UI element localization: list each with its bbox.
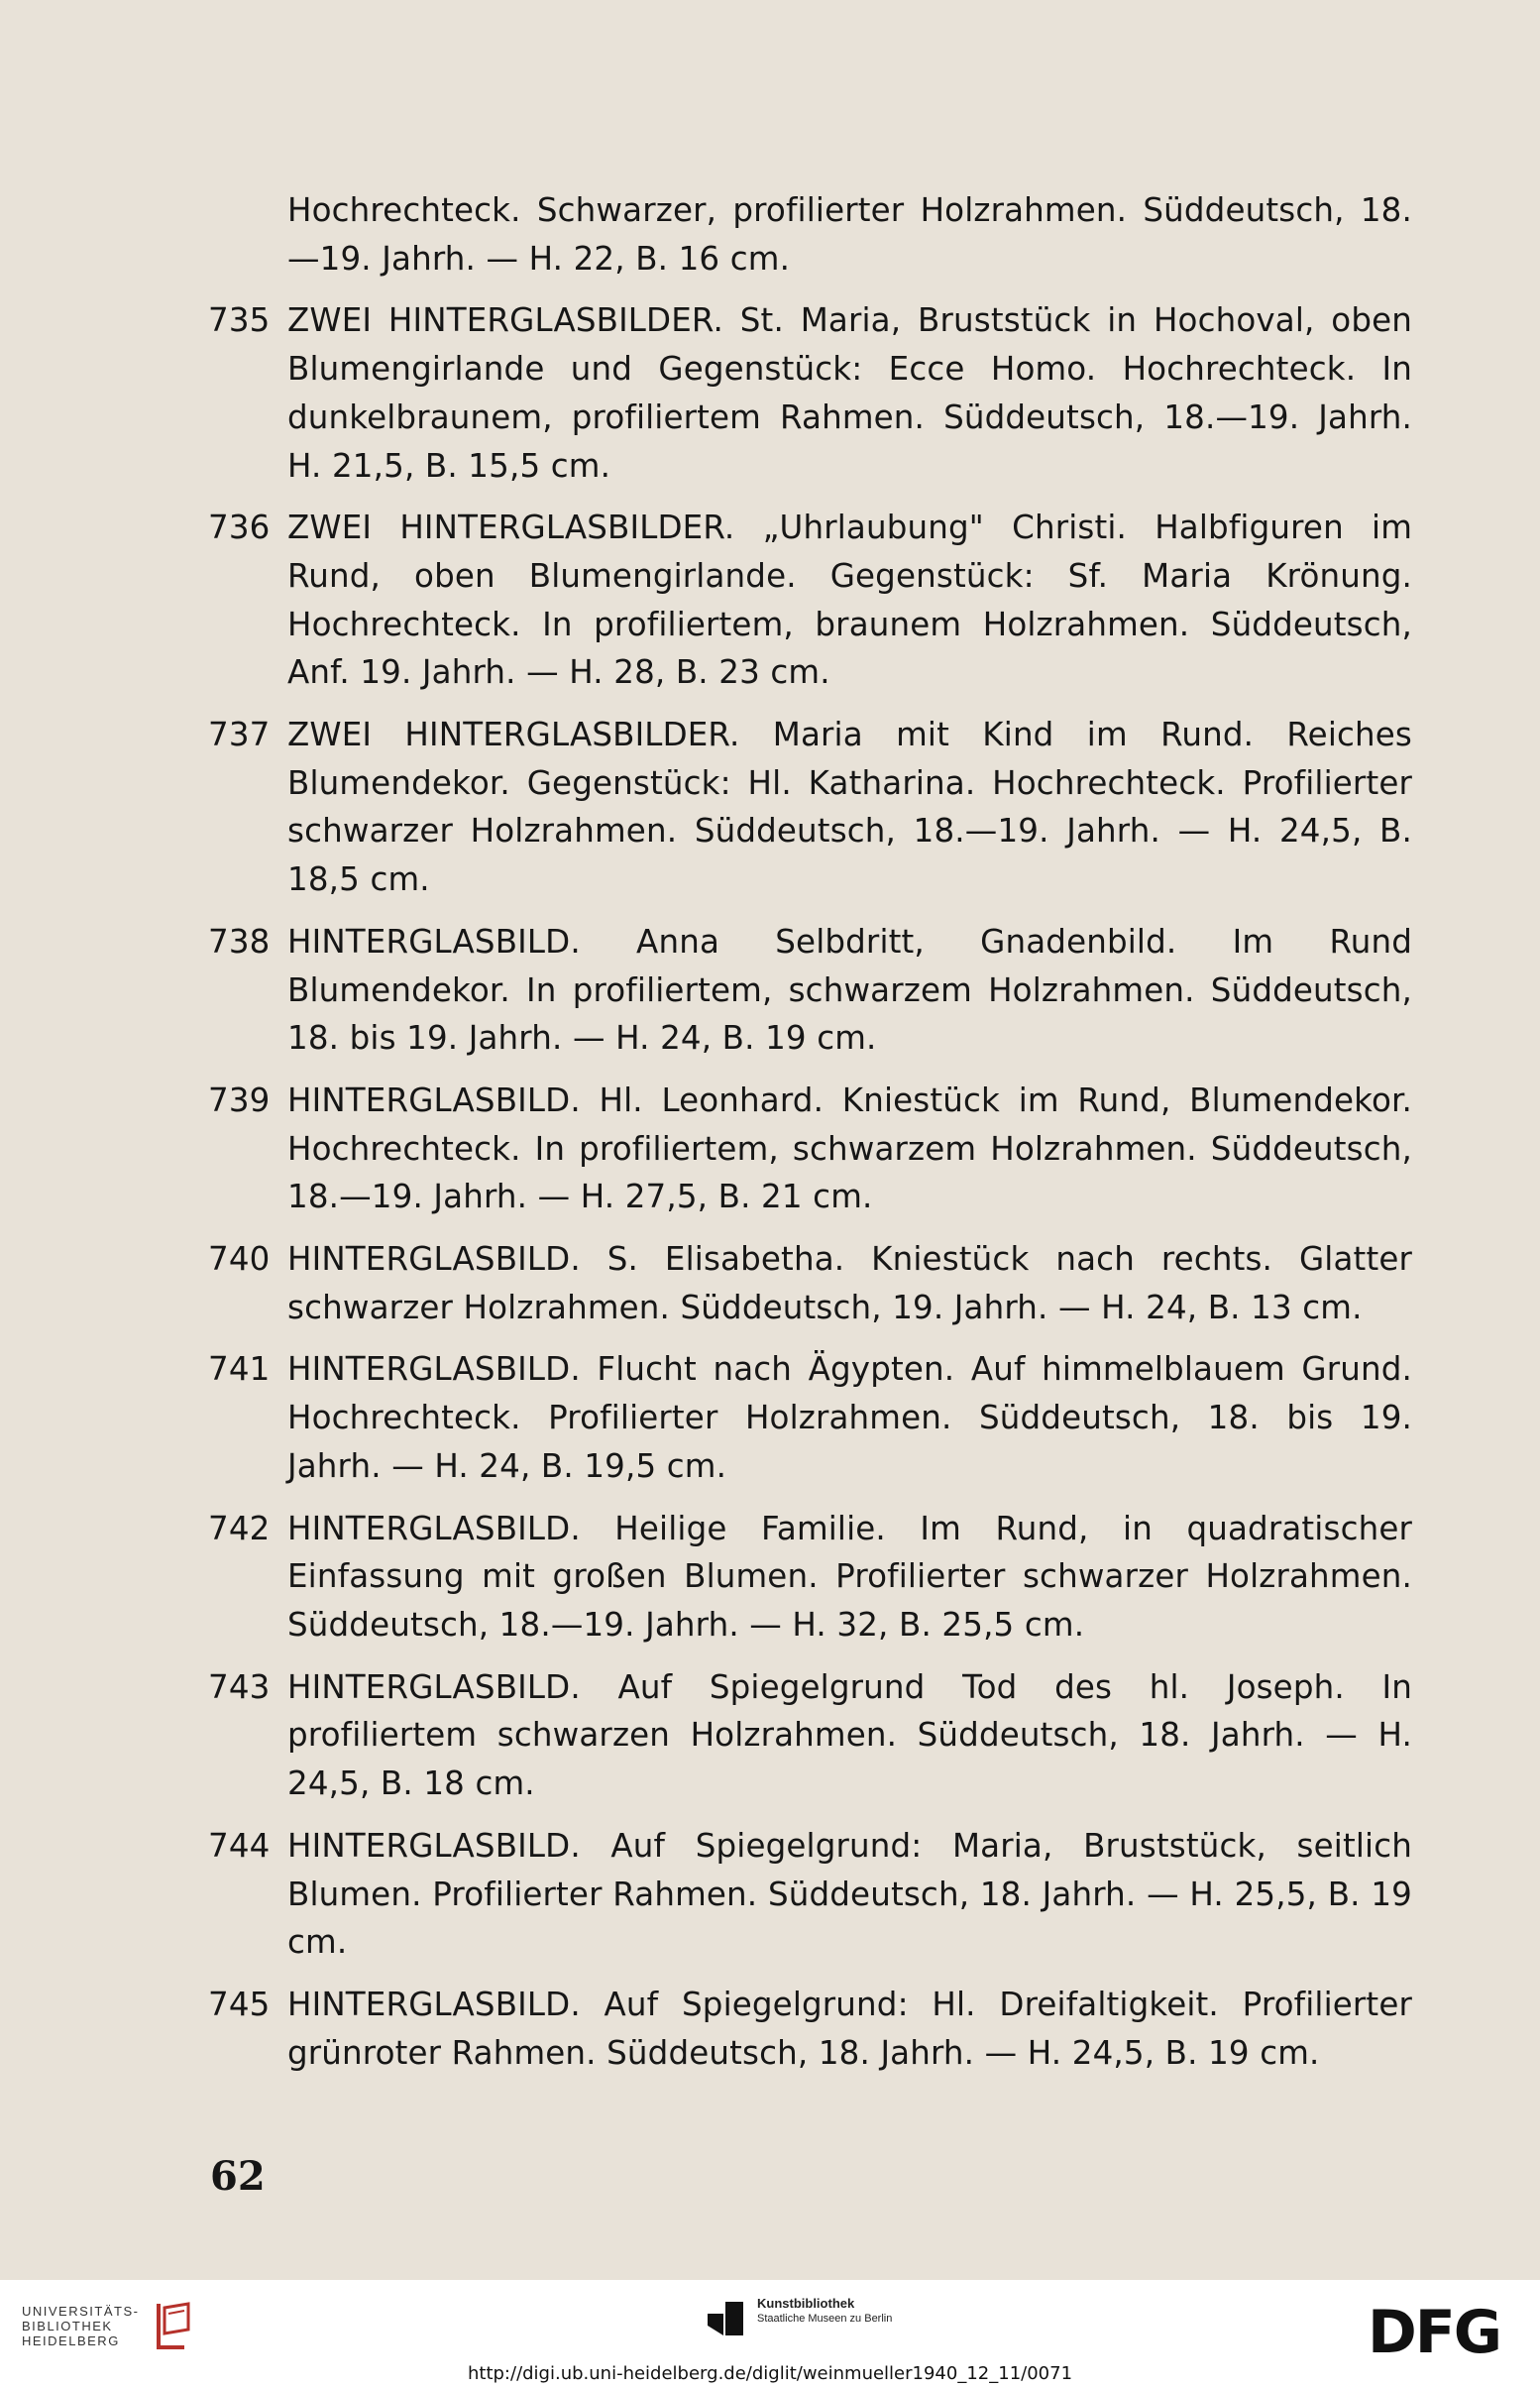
entry-number: 738	[208, 922, 271, 961]
entry-text: HINTERGLASBILD. S. Elisabetha. Kniestück nach rechts. Glatter schwarzer Holzrahmen. Süddeutsch, 19. Jahrh. — H. 24, B. 13 cm.	[287, 1240, 1412, 1326]
entry-text: HINTERGLASBILD. Hl. Leonhard. Kniestück im Rund, Blumendekor. Hochrechteck. In profiliertem, schwarzem Holzrahmen. Süddeutsch, 18.—19. Jahrh. — H. 27,5, B. 21 cm.	[287, 1081, 1412, 1216]
heidelberg-library-logo-icon	[149, 2300, 194, 2351]
page-number: 62	[210, 2153, 266, 2200]
entry-text: HINTERGLASBILD. Auf Spiegelgrund: Hl. Dreifaltigkeit. Profilierter grünroter Rahmen. Süddeutsch, 18. Jahrh. — H. 24,5, B. 19 cm.	[287, 1985, 1412, 2072]
permalink-url[interactable]: http://digi.ub.uni-heidelberg.de/diglit/weinmueller1940_12_11/0071	[467, 2363, 1073, 2384]
logo-line: HEIDELBERG	[22, 2332, 120, 2348]
catalog-entry-741	[208, 1345, 1412, 1490]
entry-text: HINTERGLASBILD. Heilige Familie. Im Rund, in quadratischer Einfassung mit großen Blumen. Profilierter schwarzer Holzrahmen. Süddeutsch, 18.—19. Jahrh. — H. 32, B. 25,5 cm.	[287, 1509, 1412, 1644]
entry-number: 736	[208, 509, 271, 547]
catalog-entry-735	[208, 296, 1412, 490]
kunstbibliothek-subtitle: Staatliche Museen zu Berlin	[757, 2313, 893, 2325]
catalog-entry-742	[208, 1505, 1412, 1650]
entry-number: 744	[208, 1826, 271, 1865]
catalog-entry-740	[208, 1235, 1412, 1331]
catalog-entry-739	[208, 1077, 1412, 1221]
entry-text: HINTERGLASBILD. Flucht nach Ägypten. Auf himmelblauem Grund. Hochrechteck. Profilierter Holzrahmen. Süddeutsch, 18. bis 19. Jahrh. — H. 24, B. 19,5 cm.	[287, 1350, 1412, 1485]
catalog-entry-738	[208, 918, 1412, 1063]
university-library-logo-text	[22, 2304, 139, 2348]
entry-text: ZWEI HINTERGLASBILDER. St. Maria, Bruststück in Hochoval, oben Blumengirlande und Gegenstück: Ecce Homo. Hochrechteck. In dunkelbraunem, profiliertem Rahmen. Süddeutsch, 18.—19. Jahrh. H. 21,5, B. 15,5 cm.	[287, 301, 1412, 485]
catalog-entry-737	[208, 711, 1412, 904]
catalog-entries	[208, 186, 1412, 2091]
university-library-logo[interactable]	[22, 2300, 194, 2351]
entry-text: HINTERGLASBILD. Anna Selbdritt, Gnadenbild. Im Rund Blumendekor. In profiliertem, schwarzem Holzrahmen. Süddeutsch, 18. bis 19. Jahrh. — H. 24, B. 19 cm.	[287, 922, 1412, 1058]
kunstbibliothek-logo[interactable]	[704, 2296, 892, 2339]
entry-number: 739	[208, 1081, 271, 1119]
catalog-entry-745	[208, 1981, 1412, 2077]
entry-text: Hochrechteck. Schwarzer, profilierter Holzrahmen. Süddeutsch, 18.—19. Jahrh. — H. 22, B. 16 cm.	[287, 191, 1412, 278]
catalog-entry-736	[208, 504, 1412, 697]
catalog-entry-continuation	[208, 186, 1412, 283]
logo-line: BIBLIOTHEK	[22, 2318, 113, 2333]
entry-number: 735	[208, 301, 271, 340]
entry-number: 742	[208, 1509, 271, 1547]
kunstbibliothek-logo-icon	[704, 2296, 747, 2339]
catalog-entry-743	[208, 1663, 1412, 1808]
entry-number: 745	[208, 1985, 271, 2023]
dfg-logo[interactable]: DFG	[1368, 2298, 1501, 2367]
logo-line: UNIVERSITÄTS-	[22, 2303, 140, 2319]
catalog-entry-744	[208, 1822, 1412, 1967]
entry-number: 743	[208, 1667, 271, 1706]
kunstbibliothek-logo-text	[757, 2296, 892, 2326]
entry-number: 737	[208, 716, 271, 754]
entry-text: ZWEI HINTERGLASBILDER. „Uhrlaubung" Christi. Halbfiguren im Rund, oben Blumengirlande. Gegenstück: Sf. Maria Krönung. Hochrechteck. In profiliertem, braunem Holzrahmen. Süddeutsch, Anf. 19. Jahrh. — H. 28, B. 23 cm.	[287, 509, 1412, 692]
entry-text: ZWEI HINTERGLASBILDER. Maria mit Kind im Rund. Reiches Blumendekor. Gegenstück: Hl. Katharina. Hochrechteck. Profilierter schwarzer Holzrahmen. Süddeutsch, 18.—19. Jahrh. — H. 24,5, B. 18,5 cm.	[287, 716, 1412, 899]
entry-number: 741	[208, 1350, 271, 1389]
entry-text: HINTERGLASBILD. Auf Spiegelgrund: Maria, Bruststück, seitlich Blumen. Profilierter Rahmen. Süddeutsch, 18. Jahrh. — H. 25,5, B. 19 cm.	[287, 1826, 1412, 1962]
entry-number: 740	[208, 1240, 271, 1279]
entry-text: HINTERGLASBILD. Auf Spiegelgrund Tod des hl. Joseph. In profiliertem schwarzen Holzrahmen. Süddeutsch, 18. Jahrh. — H. 24,5, B. 18 cm.	[287, 1667, 1412, 1803]
kunstbibliothek-title: Kunstbibliothek	[757, 2296, 855, 2311]
